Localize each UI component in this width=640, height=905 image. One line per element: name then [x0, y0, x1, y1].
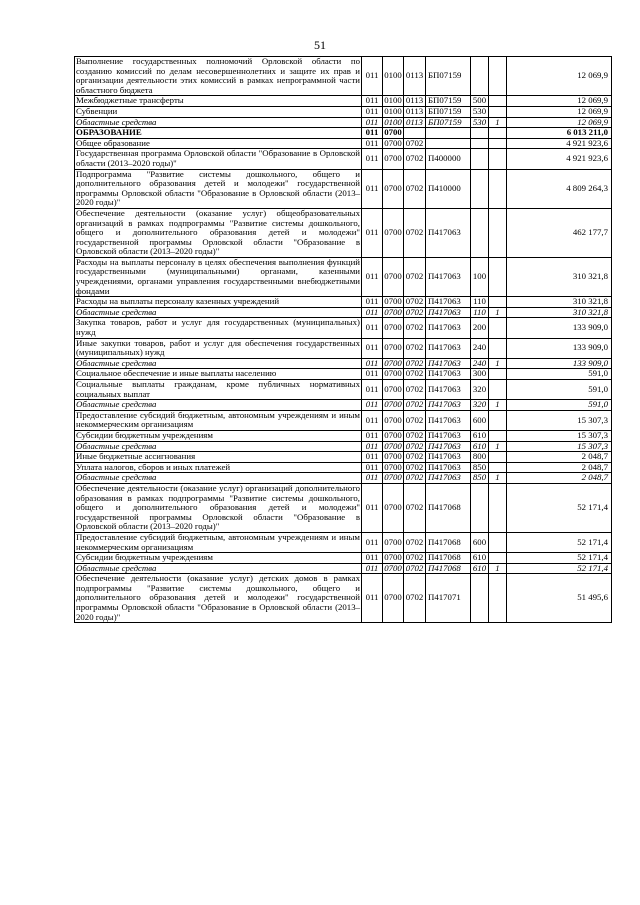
expense-name-cell: ОБРАЗОВАНИЕ — [75, 128, 362, 139]
subsection-code-cell: 0702 — [404, 257, 426, 296]
expense-name-cell: Выполнение государственных полномочий Орловской области по созданию комиссий по делам несовершеннолетних и защите их прав и организации деятельности этих комиссий в рамках непрограммной части областного бюджета — [76, 56, 360, 95]
expense-type-code-cell: 240 — [471, 358, 489, 369]
ministry-code-cell: 011 — [362, 430, 383, 441]
section-code-cell: 0100 — [384, 106, 402, 116]
target-article-code-cell: П417063 — [426, 410, 471, 430]
ministry-code-cell: 011 — [362, 96, 383, 107]
subsection-code-cell: 0702 — [404, 410, 426, 430]
expense-type-code-cell: 100 — [471, 257, 489, 296]
amount-cell: 4 809 264,3 — [507, 169, 612, 208]
table-row — [75, 400, 612, 411]
amount-cell: 15 307,3 — [507, 430, 612, 441]
funding-source-code-cell — [489, 96, 507, 107]
expense-name-cell: Областные средства — [75, 473, 362, 484]
ministry-code-cell: 011 — [362, 452, 383, 463]
section-code-cell: 0700 — [383, 208, 404, 257]
table-row — [75, 149, 612, 169]
subsection-code-cell: 0702 — [404, 358, 426, 369]
table-row — [75, 483, 612, 532]
target-article-code-cell: П417063 — [426, 338, 471, 358]
ministry-code-cell: 011 — [362, 208, 383, 257]
table-row — [75, 208, 612, 257]
amount-cell: 591,0 — [507, 400, 612, 411]
funding-source-code-cell — [489, 532, 507, 552]
table-row — [75, 117, 612, 128]
target-article-code-cell: П417063 — [426, 369, 471, 380]
table-row — [75, 96, 612, 107]
expense-type-code-cell: 800 — [471, 452, 489, 463]
target-article-code-cell: П417068 — [426, 483, 471, 532]
target-article-code-cell: БП07159 — [426, 117, 471, 128]
amount-cell: 52 171,4 — [507, 553, 612, 564]
ministry-code-cell: 011 — [362, 169, 383, 208]
table-row — [75, 358, 612, 369]
amount-cell: 591,0 — [507, 380, 612, 400]
target-article-code-cell: П400000 — [426, 149, 471, 169]
expense-type-code-cell: 610 — [471, 441, 489, 452]
subsection-code-cell — [404, 128, 426, 139]
ministry-code-cell: 011 — [362, 338, 383, 358]
table-row — [75, 106, 612, 117]
table-row — [75, 318, 612, 338]
funding-source-code-cell — [489, 128, 507, 139]
expense-type-code-cell: 300 — [471, 369, 489, 380]
section-code-cell: 0700 — [384, 307, 402, 317]
section-code-cell: 0700 — [384, 552, 402, 563]
expense-name-cell: Обеспечение деятельности (оказание услуг) общеобразовательных организаций в рамках подпрограммы "Развитие системы дошкольного, общего и дополнительного образования детей и молодежи" государственной программы Орловской области "Образование в Орловской области (2013–2020 годы)" — [76, 208, 360, 257]
target-article-code-cell: БП07159 — [426, 106, 471, 117]
target-article-code-cell: П417063 — [426, 208, 471, 257]
section-code-cell: 0700 — [383, 318, 404, 338]
expense-name-cell: Социальное обеспечение и иные выплаты населению — [75, 369, 362, 380]
expense-name-cell: Областные средства — [75, 358, 362, 369]
expense-name-cell: Расходы на выплаты персоналу в целях обеспечения выполнения функций государственными (муниципальными) органами, казенными учреждениями, органами управления государственными внебюджетными фондами — [76, 257, 360, 296]
amount-cell: 133 909,0 — [507, 358, 612, 369]
section-code-cell: 0700 — [383, 574, 404, 623]
table-row — [75, 128, 612, 139]
section-code-cell: 0700 — [384, 563, 402, 573]
target-article-code-cell: П417063 — [426, 307, 471, 318]
subsection-code-cell: 0702 — [404, 169, 426, 208]
target-article-code-cell: П417063 — [426, 473, 471, 484]
subsection-code-cell: 0113 — [404, 57, 426, 96]
table-row — [75, 462, 612, 473]
amount-cell: 12 069,9 — [507, 96, 612, 107]
target-article-code-cell: П417063 — [426, 358, 471, 369]
target-article-code-cell: П417063 — [426, 430, 471, 441]
subsection-code-cell: 0702 — [404, 553, 426, 564]
funding-source-code-cell — [489, 318, 507, 338]
expense-name-cell: Уплата налогов, сборов и иных платежей — [75, 462, 362, 473]
table-row — [75, 369, 612, 380]
target-article-code-cell: П410000 — [426, 169, 471, 208]
expense-type-code-cell: 110 — [471, 297, 489, 308]
section-code-cell: 0100 — [383, 57, 404, 96]
table-row — [75, 57, 612, 96]
ministry-code-cell: 011 — [362, 358, 383, 369]
expense-name-cell: Субсидии бюджетным учреждениям — [75, 430, 362, 441]
ministry-code-cell: 011 — [362, 57, 383, 96]
funding-source-code-cell — [489, 169, 507, 208]
section-code-cell: 0700 — [383, 380, 404, 400]
expense-type-code-cell — [471, 208, 489, 257]
funding-source-code-cell — [489, 57, 507, 96]
expense-type-code-cell — [471, 57, 489, 96]
table-row — [75, 452, 612, 463]
section-code-cell: 0700 — [384, 296, 402, 307]
table-row — [75, 338, 612, 358]
expense-name-cell: Областные средства — [75, 307, 362, 318]
subsection-code-cell: 0702 — [404, 138, 426, 149]
section-code-cell: 0700 — [383, 257, 404, 296]
subsection-code-cell: 0113 — [404, 117, 426, 128]
table-row — [75, 532, 612, 552]
expense-name-cell: Областные средства — [75, 563, 362, 574]
expense-name-cell: Расходы на выплаты персоналу казенных учреждений — [75, 297, 362, 308]
amount-cell: 12 069,9 — [507, 117, 612, 128]
funding-source-code-cell: 1 — [489, 441, 507, 452]
funding-source-code-cell: 1 — [489, 563, 507, 574]
table-row — [75, 169, 612, 208]
subsection-code-cell: 0702 — [404, 307, 426, 318]
target-article-code-cell: БП07159 — [426, 57, 471, 96]
ministry-code-cell: 011 — [362, 297, 383, 308]
amount-cell: 4 921 923,6 — [507, 149, 612, 169]
amount-cell: 52 171,4 — [507, 532, 612, 552]
section-code-cell: 0700 — [384, 441, 402, 451]
target-article-code-cell: П417063 — [426, 257, 471, 296]
ministry-code-cell: 011 — [362, 483, 383, 532]
ministry-code-cell: 011 — [362, 553, 383, 564]
subsection-code-cell: 0702 — [404, 380, 426, 400]
amount-cell: 2 048,7 — [507, 473, 612, 484]
page-number: 51 — [314, 38, 326, 52]
section-code-cell: 0700 — [384, 138, 402, 148]
table-row — [75, 297, 612, 308]
funding-source-code-cell: 1 — [489, 400, 507, 411]
subsection-code-cell: 0702 — [404, 369, 426, 380]
subsection-code-cell: 0702 — [404, 563, 426, 574]
ministry-code-cell: 011 — [362, 400, 383, 411]
subsection-code-cell: 0702 — [404, 462, 426, 473]
funding-source-code-cell: 1 — [489, 358, 507, 369]
expense-type-code-cell — [471, 574, 489, 623]
target-article-code-cell: БП07159 — [426, 96, 471, 107]
section-code-cell: 0700 — [384, 127, 402, 138]
subsection-code-cell: 0702 — [404, 441, 426, 452]
target-article-code-cell: П417063 — [426, 318, 471, 338]
target-article-code-cell: П417068 — [426, 532, 471, 552]
ministry-code-cell: 011 — [362, 117, 383, 128]
target-article-code-cell: П417068 — [426, 553, 471, 564]
budget-table-body — [75, 57, 612, 623]
expense-name-cell: Закупка товаров, работ и услуг для государственных (муниципальных) нужд — [76, 317, 360, 338]
ministry-code-cell: 011 — [362, 369, 383, 380]
budget-table — [74, 56, 612, 623]
ministry-code-cell: 011 — [362, 106, 383, 117]
ministry-code-cell: 011 — [362, 307, 383, 318]
funding-source-code-cell — [489, 410, 507, 430]
expense-name-cell: Обеспечение деятельности (оказание услуг) организаций дополнительного образования в рамках подпрограммы "Развитие системы дошкольного, общего и дополнительного образования детей и молодежи" государственной программы Орловской области "Образование в Орловской области (2013–2020 годы)" — [76, 483, 360, 532]
expense-type-code-cell: 600 — [471, 532, 489, 552]
funding-source-code-cell — [489, 208, 507, 257]
funding-source-code-cell — [489, 297, 507, 308]
expense-type-code-cell — [471, 149, 489, 169]
amount-cell: 12 069,9 — [507, 57, 612, 96]
expense-type-code-cell: 320 — [471, 400, 489, 411]
table-row — [75, 380, 612, 400]
expense-name-cell: Общее образование — [75, 138, 362, 149]
ministry-code-cell: 011 — [362, 462, 383, 473]
table-row — [75, 410, 612, 430]
funding-source-code-cell — [489, 553, 507, 564]
subsection-code-cell: 0113 — [404, 106, 426, 117]
expense-name-cell: Областные средства — [75, 441, 362, 452]
amount-cell: 6 013 211,0 — [507, 128, 612, 139]
amount-cell: 310 321,8 — [507, 297, 612, 308]
ministry-code-cell: 011 — [362, 318, 383, 338]
amount-cell: 52 171,4 — [507, 563, 612, 574]
expense-type-code-cell: 110 — [471, 307, 489, 318]
target-article-code-cell — [426, 138, 471, 149]
table-row — [75, 441, 612, 452]
funding-source-code-cell — [489, 483, 507, 532]
subsection-code-cell: 0702 — [404, 208, 426, 257]
section-code-cell: 0700 — [384, 399, 402, 410]
funding-source-code-cell — [489, 149, 507, 169]
expense-type-code-cell — [471, 483, 489, 532]
target-article-code-cell — [426, 128, 471, 139]
amount-cell: 133 909,0 — [507, 318, 612, 338]
expense-name-cell: Социальные выплаты гражданам, кроме публичных нормативных социальных выплат — [76, 379, 360, 399]
section-code-cell: 0700 — [384, 451, 402, 462]
ministry-code-cell: 011 — [362, 380, 383, 400]
amount-cell: 133 909,0 — [507, 338, 612, 358]
amount-cell: 52 171,4 — [507, 483, 612, 532]
funding-source-code-cell — [489, 338, 507, 358]
target-article-code-cell: П417068 — [426, 563, 471, 574]
expense-type-code-cell: 530 — [471, 106, 489, 117]
ministry-code-cell: 011 — [362, 563, 383, 574]
amount-cell: 2 048,7 — [507, 462, 612, 473]
section-code-cell: 0700 — [383, 169, 404, 208]
funding-source-code-cell — [489, 462, 507, 473]
ministry-code-cell: 011 — [362, 532, 383, 552]
amount-cell: 462 177,7 — [507, 208, 612, 257]
expense-type-code-cell — [471, 169, 489, 208]
section-code-cell: 0700 — [384, 462, 402, 472]
expense-name-cell: Подпрограмма "Развитие системы дошкольного, общего и дополнительного образования детей и молодежи" государственной программы Орловской области "Образование в Орловской области (2013–2020 годы)" — [76, 169, 360, 208]
subsection-code-cell: 0702 — [404, 483, 426, 532]
expense-type-code-cell: 200 — [471, 318, 489, 338]
target-article-code-cell: П417063 — [426, 380, 471, 400]
subsection-code-cell: 0702 — [404, 473, 426, 484]
amount-cell: 310 321,8 — [507, 257, 612, 296]
section-code-cell: 0700 — [384, 368, 402, 379]
funding-source-code-cell — [489, 430, 507, 441]
expense-name-cell: Субсидии бюджетным учреждениям — [75, 553, 362, 564]
target-article-code-cell: П417071 — [426, 574, 471, 623]
ministry-code-cell: 011 — [362, 441, 383, 452]
amount-cell: 2 048,7 — [507, 452, 612, 463]
table-row — [75, 307, 612, 318]
subsection-code-cell: 0702 — [404, 297, 426, 308]
ministry-code-cell: 011 — [362, 138, 383, 149]
target-article-code-cell: П417063 — [426, 297, 471, 308]
funding-source-code-cell — [489, 369, 507, 380]
section-code-cell: 0700 — [384, 430, 402, 440]
expense-name-cell: Областные средства — [75, 117, 362, 128]
subsection-code-cell: 0702 — [404, 574, 426, 623]
expense-name-cell: Государственная программа Орловской области "Образование в Орловской области (2013–2020 годы)" — [76, 148, 360, 168]
funding-source-code-cell — [489, 380, 507, 400]
expense-name-cell: Межбюджетные трансферты — [75, 96, 362, 107]
expense-type-code-cell: 320 — [471, 380, 489, 400]
table-row — [75, 138, 612, 149]
expense-type-code-cell: 530 — [471, 117, 489, 128]
section-code-cell: 0700 — [384, 472, 402, 483]
funding-source-code-cell — [489, 257, 507, 296]
expense-name-cell: Предоставление субсидий бюджетным, автономным учреждениям и иным некоммерческим организациям — [76, 410, 360, 430]
funding-source-code-cell — [489, 574, 507, 623]
subsection-code-cell: 0702 — [404, 430, 426, 441]
expense-type-code-cell: 610 — [471, 553, 489, 564]
expense-type-code-cell — [471, 128, 489, 139]
amount-cell: 310 321,8 — [507, 307, 612, 318]
funding-source-code-cell — [489, 138, 507, 149]
funding-source-code-cell — [489, 106, 507, 117]
section-code-cell: 0700 — [384, 358, 402, 368]
section-code-cell: 0700 — [383, 338, 404, 358]
table-row — [75, 473, 612, 484]
subsection-code-cell: 0702 — [404, 318, 426, 338]
table-row — [75, 574, 612, 623]
table-row — [75, 257, 612, 296]
ministry-code-cell: 011 — [362, 149, 383, 169]
expense-type-code-cell — [471, 138, 489, 149]
target-article-code-cell: П417063 — [426, 441, 471, 452]
amount-cell: 4 921 923,6 — [507, 138, 612, 149]
section-code-cell: 0100 — [384, 95, 402, 106]
table-row — [75, 553, 612, 564]
expense-type-code-cell: 240 — [471, 338, 489, 358]
ministry-code-cell: 011 — [362, 410, 383, 430]
subsection-code-cell: 0702 — [404, 149, 426, 169]
expense-type-code-cell: 850 — [471, 462, 489, 473]
amount-cell: 51 495,6 — [507, 574, 612, 623]
amount-cell: 15 307,3 — [507, 410, 612, 430]
subsection-code-cell: 0702 — [404, 532, 426, 552]
expense-type-code-cell: 500 — [471, 96, 489, 107]
section-code-cell: 0100 — [384, 117, 402, 127]
section-code-cell: 0700 — [383, 483, 404, 532]
target-article-code-cell: П417063 — [426, 452, 471, 463]
amount-cell: 12 069,9 — [507, 106, 612, 117]
subsection-code-cell: 0702 — [404, 338, 426, 358]
expense-name-cell: Иные закупки товаров, работ и услуг для обеспечения государственных (муниципальных) нужд — [76, 338, 360, 358]
target-article-code-cell: П417063 — [426, 462, 471, 473]
ministry-code-cell: 011 — [362, 473, 383, 484]
table-row — [75, 563, 612, 574]
ministry-code-cell: 011 — [362, 128, 383, 139]
expense-name-cell: Иные бюджетные ассигнования — [75, 452, 362, 463]
subsection-code-cell: 0113 — [404, 96, 426, 107]
subsection-code-cell: 0702 — [404, 452, 426, 463]
expense-name-cell: Областные средства — [75, 400, 362, 411]
expense-name-cell: Предоставление субсидий бюджетным, автономным учреждениям и иным некоммерческим организациям — [76, 532, 360, 552]
ministry-code-cell: 011 — [362, 574, 383, 623]
expense-type-code-cell: 610 — [471, 563, 489, 574]
funding-source-code-cell — [489, 452, 507, 463]
expense-name-cell: Обеспечение деятельности (оказание услуг) детских домов в рамках подпрограммы "Развитие системы дошкольного, общего и дополнительного образования детей и молодежи" государственной программы Орловской области "Образование в Орловской области (2013–2020 годы)" — [76, 573, 360, 622]
funding-source-code-cell: 1 — [489, 307, 507, 318]
expense-name-cell: Субвенции — [75, 106, 362, 117]
expense-type-code-cell: 850 — [471, 473, 489, 484]
section-code-cell: 0700 — [383, 410, 404, 430]
expense-type-code-cell: 610 — [471, 430, 489, 441]
target-article-code-cell: П417063 — [426, 400, 471, 411]
amount-cell: 15 307,3 — [507, 441, 612, 452]
ministry-code-cell: 011 — [362, 257, 383, 296]
section-code-cell: 0700 — [383, 149, 404, 169]
amount-cell: 591,0 — [507, 369, 612, 380]
expense-type-code-cell: 600 — [471, 410, 489, 430]
funding-source-code-cell: 1 — [489, 117, 507, 128]
subsection-code-cell: 0702 — [404, 400, 426, 411]
section-code-cell: 0700 — [383, 532, 404, 552]
table-row — [75, 430, 612, 441]
funding-source-code-cell: 1 — [489, 473, 507, 484]
